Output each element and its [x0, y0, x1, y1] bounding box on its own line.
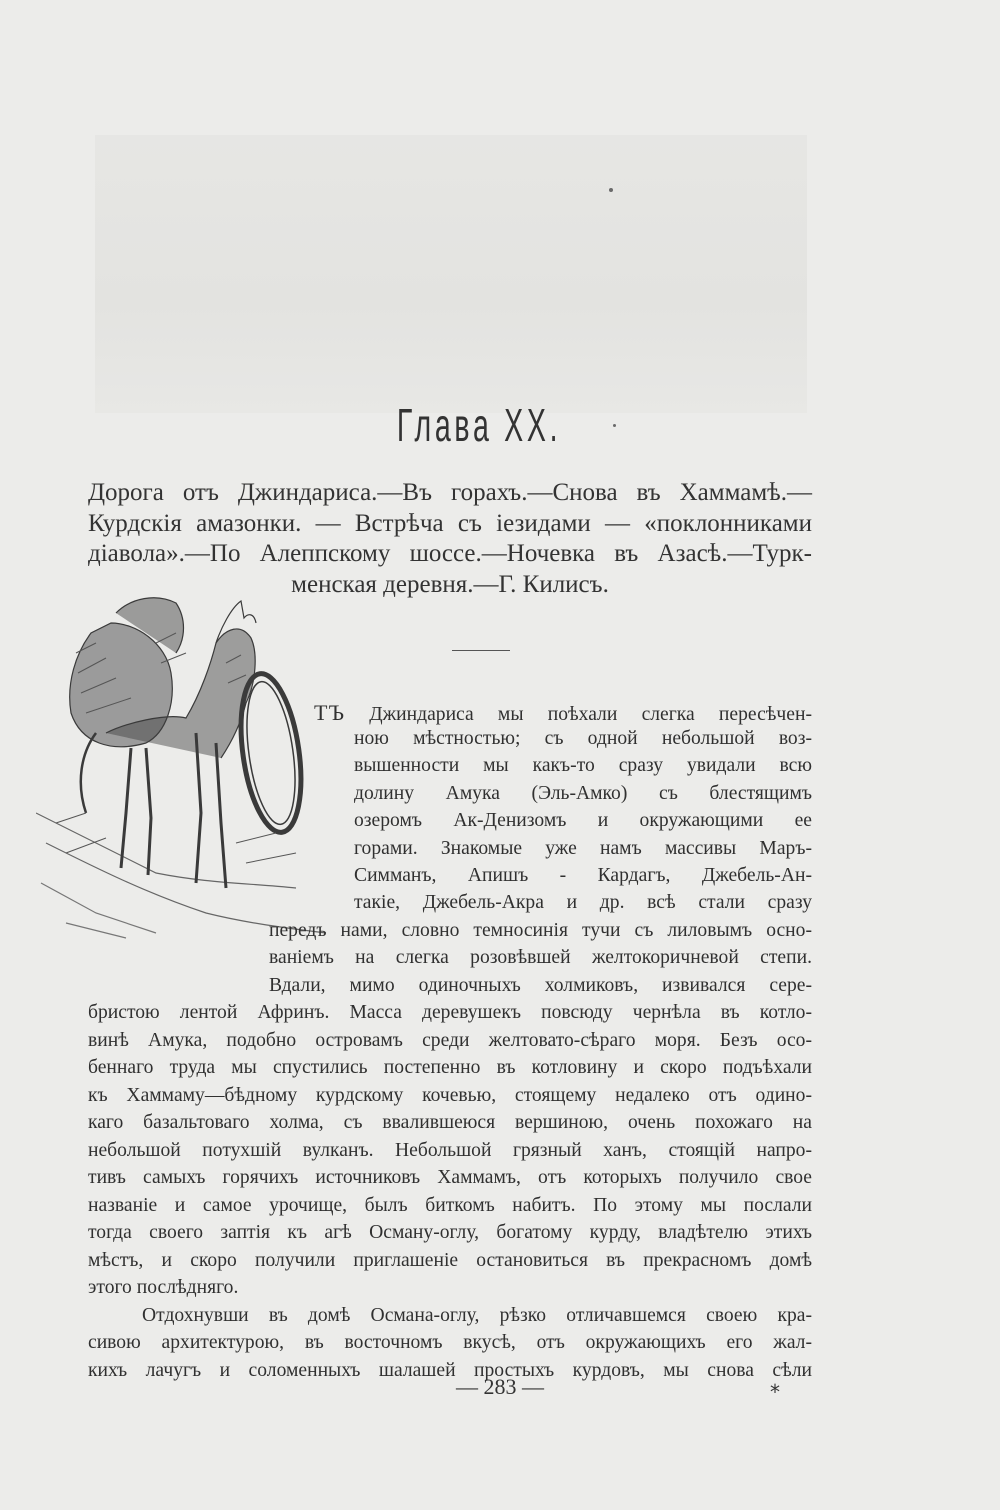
body-line: винѣ Амука, подобно островамъ среди желтовато-сѣраго моря. Безъ осо- — [88, 1030, 812, 1051]
body-line: сивою архитектурою, въ восточномъ вкусѣ, отъ окружающихъ его жал- — [88, 1332, 812, 1353]
body-line: тивъ самыхъ горячихъ источниковъ Хаммамъ, отъ которыхъ получило свое — [88, 1167, 812, 1188]
body-line: вышенности мы какъ-то сразу увидали всю — [354, 755, 812, 776]
body-line: мѣстъ, и скоро получили приглашеніе остановиться въ прекрасномъ домѣ — [88, 1250, 812, 1271]
summary-line: діавола».—По Алеппскому шоссе.—Ночевка въ Азасѣ.—Турк- — [88, 540, 812, 567]
summary-line: Дорога отъ Джиндариса.—Въ горахъ.—Снова въ Хаммамѣ.— — [88, 479, 812, 506]
body-line: тогда своего заптія къ агѣ Осману-оглу, богатому курду, владѣтелю этихъ — [88, 1222, 812, 1243]
summary-line: менская деревня.—Г. Килисъ. — [291, 570, 609, 598]
body-line: небольшой потухшій вулканъ. Небольшой грязный ханъ, стоящій напро- — [88, 1140, 812, 1161]
body-line: Симманъ, Апишъ - Кардагъ, Джебель-Ан- — [354, 865, 812, 886]
body-line: озеромъ Ак-Денизомъ и окружающими ее — [354, 810, 812, 831]
body-line: бристою лентой Афринъ. Масса деревушекъ повсюду чернѣла въ котло- — [88, 1002, 812, 1023]
bleed-through-illustration — [95, 135, 807, 413]
print-speck — [609, 188, 613, 192]
body-line: горами. Знакомые уже намъ массивы Маръ- — [354, 838, 812, 859]
body-line: беннаго труда мы спустились постепенно въ котловину и скоро подъѣхали — [88, 1057, 812, 1078]
body-line: Вдали, мимо одиночныхъ холмиковъ, извивался сере- — [269, 975, 812, 996]
body-line: ТЪ Джиндариса мы поѣхали слегка пересѣчен- — [314, 700, 812, 725]
body-line: этого послѣдняго. — [88, 1277, 239, 1298]
body-line: ною мѣстностью; съ одной небольшой воз- — [354, 728, 812, 749]
body-line: ваніемъ на слегка розовѣвшей желтокоричневой степи. — [269, 947, 812, 968]
chapter-title: Глава XX. — [396, 399, 562, 451]
signature-mark: * — [770, 1380, 780, 1404]
section-divider — [452, 650, 510, 651]
body-line: къ Хаммаму—бѣдному курдскому кочевью, стоящему недалеко отъ одино- — [88, 1085, 812, 1106]
summary-line: Курдскія амазонки. — Встрѣча съ іезидами — «поклонниками — [88, 509, 812, 537]
body-line: такіе, Джебель-Акра и др. всѣ стали сразу — [354, 892, 812, 913]
body-line: Отдохнувши въ домѣ Османа-оглу, рѣзко отличавшемся своею кра- — [142, 1305, 812, 1326]
pack-horse-illustration-icon — [36, 583, 346, 943]
page-number: — 283 — — [456, 1374, 544, 1399]
body-line: передъ нами, словно темносинія тучи съ лиловымъ осно- — [269, 920, 812, 941]
dropcap: ТЪ — [314, 700, 345, 725]
body-line: каго базальтоваго холма, съ ввалившеюся вершиною, очень похожаго на — [88, 1112, 812, 1133]
body-line: кихъ лачугъ и соломенныхъ шалашей простыхъ курдовъ, мы снова сѣли — [88, 1360, 812, 1381]
body-line: названіе и самое урочище, былъ биткомъ набитъ. По этому мы послали — [88, 1195, 812, 1216]
body-line: долину Амука (Эль-Амко) съ блестящимъ — [354, 783, 812, 804]
chapter-summary — [88, 478, 812, 600]
